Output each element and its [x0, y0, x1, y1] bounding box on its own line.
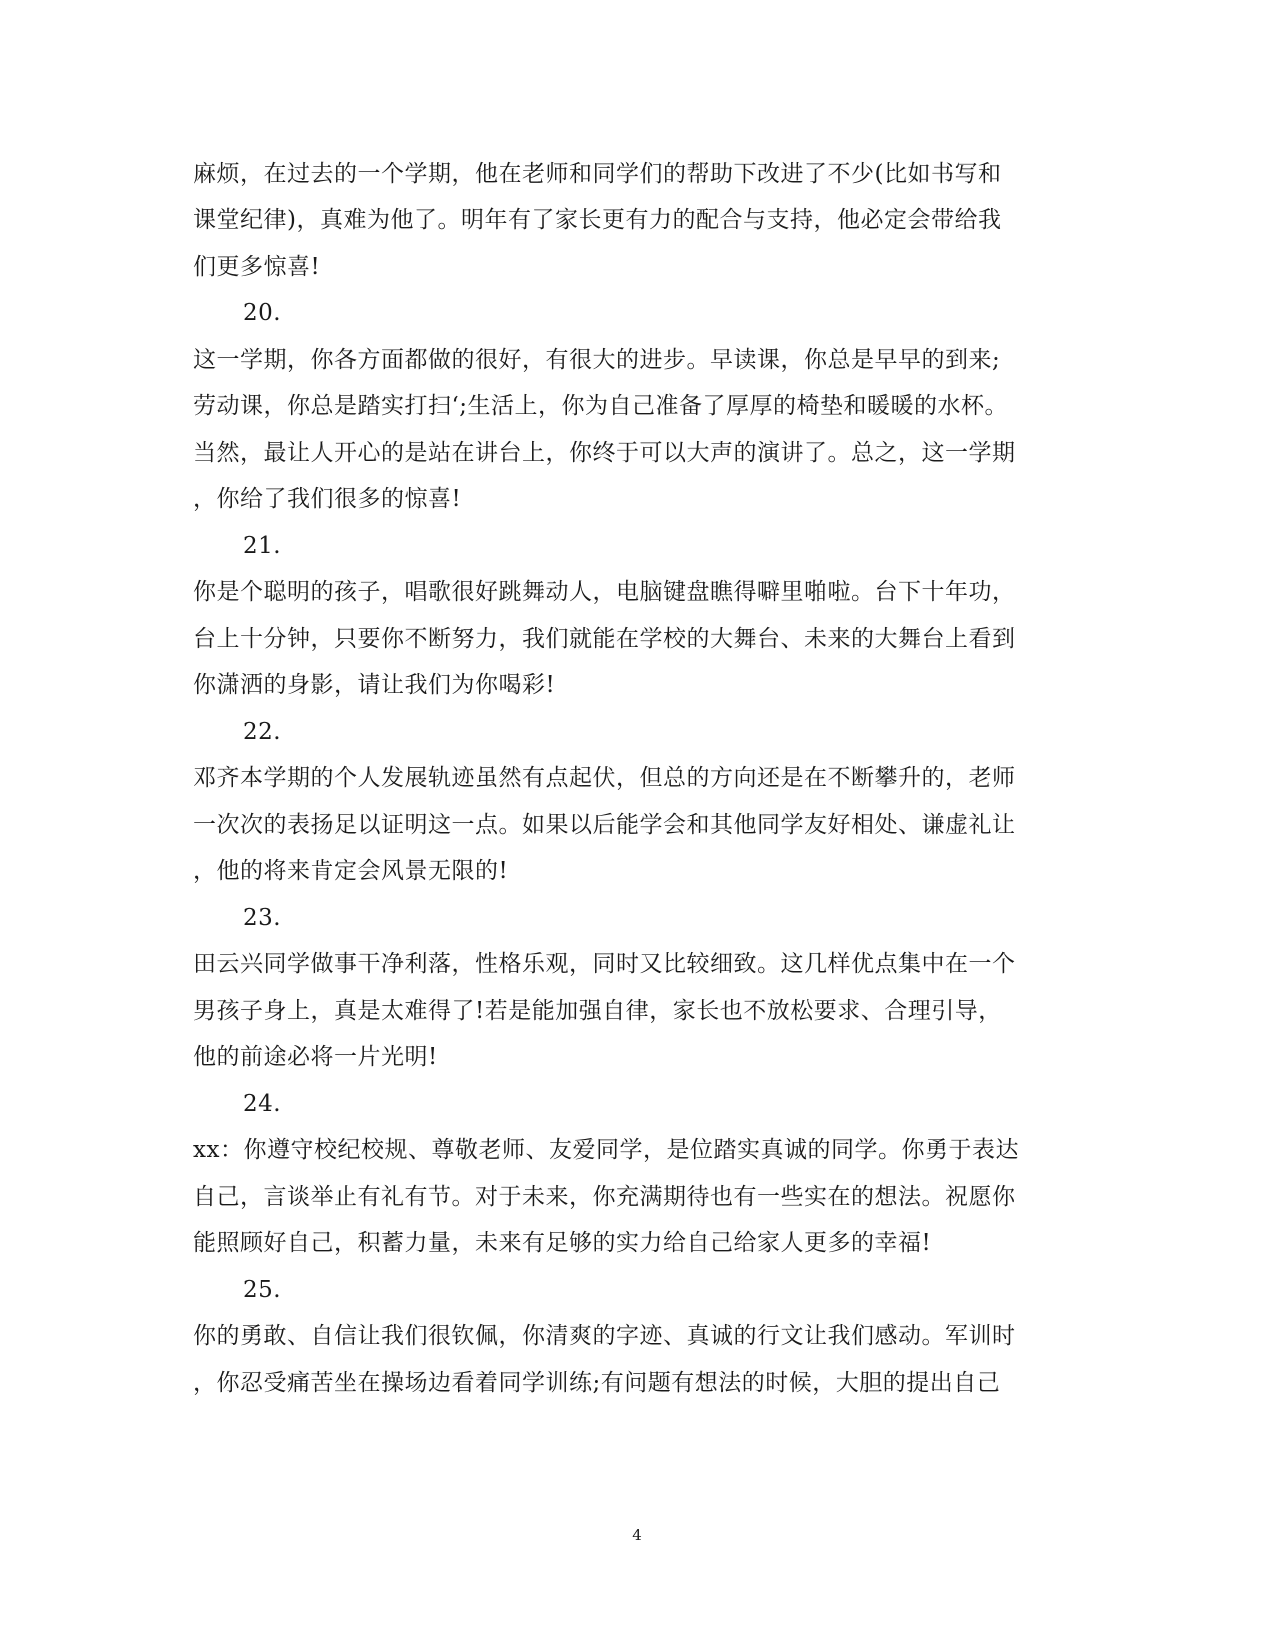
paragraph-line: 课堂纪律)，真难为他了。明年有了家长更有力的配合与支持，他必定会带给我	[193, 207, 1002, 233]
paragraph-line: 他的前途必将一片光明!	[193, 1044, 438, 1070]
item-number: 24.	[243, 1091, 282, 1117]
item-number: 25.	[243, 1277, 282, 1303]
paragraph-line: 劳动课，你总是踏实打扫‘;生活上，你为自己准备了厚厚的椅垫和暖暖的水杯。	[193, 393, 1009, 419]
paragraph-line: ，你给了我们很多的惊喜!	[193, 486, 462, 512]
paragraph-line: 台上十分钟，只要你不断努力，我们就能在学校的大舞台、未来的大舞台上看到	[193, 626, 1016, 652]
paragraph-line: 自己，言谈举止有礼有节。对于未来，你充满期待也有一些实在的想法。祝愿你	[193, 1184, 1016, 1210]
paragraph-line: 男孩子身上，真是太难得了!若是能加强自律，家长也不放松要求、合理引导，	[193, 998, 1002, 1024]
paragraph-line: 田云兴同学做事干净利落，性格乐观，同时又比较细致。这几样优点集中在一个	[193, 951, 1016, 977]
paragraph-line: 们更多惊喜!	[193, 254, 321, 280]
paragraph-line: 你的勇敢、自信让我们很钦佩，你清爽的字迹、真诚的行文让我们感动。军训时	[193, 1323, 1016, 1349]
paragraph-line: ，他的将来肯定会风景无限的!	[193, 858, 509, 884]
item-number: 20.	[243, 300, 282, 326]
paragraph-line: 这一学期，你各方面都做的很好，有很大的进步。早读课，你总是早早的到来;	[193, 347, 1001, 373]
item-number: 21.	[243, 533, 282, 559]
item-number: 22.	[243, 719, 282, 745]
paragraph-line: 一次次的表扬足以证明这一点。如果以后能学会和其他同学友好相处、谦虚礼让	[193, 812, 1016, 838]
paragraph-line: 邓齐本学期的个人发展轨迹虽然有点起伏，但总的方向还是在不断攀升的，老师	[193, 765, 1016, 791]
paragraph-line: 你是个聪明的孩子，唱歌很好跳舞动人，电脑键盘瞧得噼里啪啦。台下十年功，	[193, 579, 1016, 605]
page-number: 4	[632, 1526, 642, 1544]
paragraph-line: xx：你遵守校纪校规、尊敬老师、友爱同学，是位踏实真诚的同学。你勇于表达	[193, 1137, 1019, 1163]
paragraph-line: 麻烦，在过去的一个学期，他在老师和同学们的帮助下改进了不少(比如书写和	[193, 161, 1002, 187]
item-number: 23.	[243, 905, 282, 931]
paragraph-line: ，你忍受痛苦坐在操场边看着同学训练;有问题有想法的时候，大胆的提出自己	[193, 1370, 1001, 1396]
paragraph-line: 当然，最让人开心的是站在讲台上，你终于可以大声的演讲了。总之，这一学期	[193, 440, 1016, 466]
paragraph-line: 能照顾好自己，积蓄力量，未来有足够的实力给自己给家人更多的幸福!	[193, 1230, 932, 1256]
paragraph-line: 你潇洒的身影，请让我们为你喝彩!	[193, 672, 556, 698]
